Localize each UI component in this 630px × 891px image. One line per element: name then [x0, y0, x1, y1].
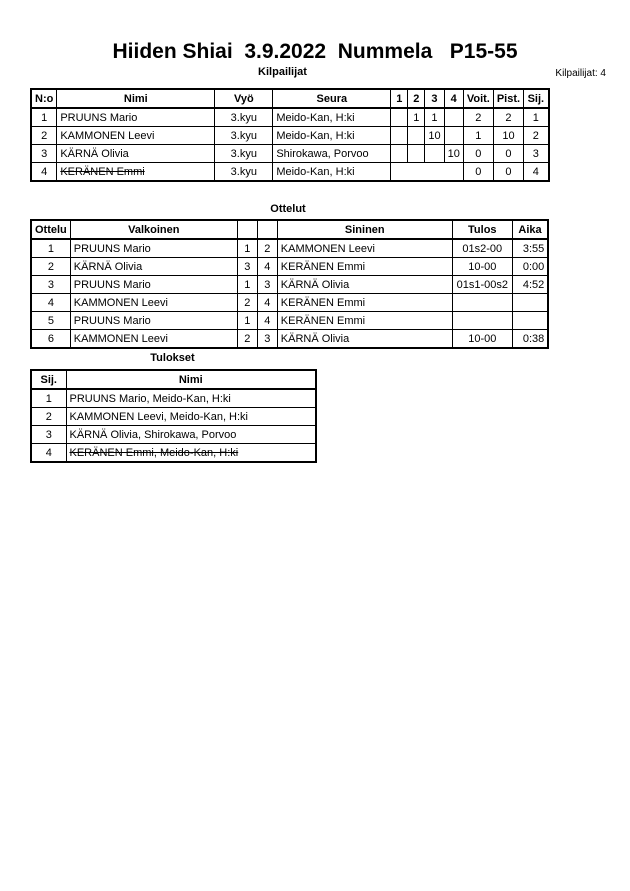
table-row [31, 312, 548, 330]
cell-sininen: KÄRNÄ Olivia [277, 330, 452, 349]
competitors-count: Kilpailijat: 4 [555, 68, 606, 79]
cell-sininen: KERÄNEN Emmi [277, 294, 452, 312]
cell-tulos: 10-00 [452, 330, 512, 349]
cell-nimi: KÄRNÄ Olivia, Shirokawa, Porvoo [66, 426, 316, 444]
cell-ottelu: 3 [31, 276, 70, 294]
col-header-valkoinen: Valkoinen [70, 220, 237, 239]
cell-no: 3 [31, 145, 57, 163]
cell-sij: 2 [31, 408, 66, 426]
col-header-n2 [257, 220, 277, 239]
table-row [31, 108, 549, 127]
cell-no: 4 [31, 163, 57, 182]
cell-aika: 4:52 [512, 276, 548, 294]
cell-nimi: KÄRNÄ Olivia [57, 145, 215, 163]
cell-valkoinen: KAMMONEN Leevi [70, 330, 237, 349]
cell-sininen-no: 3 [257, 330, 277, 349]
cell-score-4 [444, 108, 463, 127]
cell-score-empty [391, 163, 464, 182]
cell-seura: Meido-Kan, H:ki [273, 163, 391, 182]
col-header-4: 4 [444, 89, 463, 108]
kilpailijat-table [30, 88, 550, 182]
table-row [31, 163, 549, 182]
table-row [31, 276, 548, 294]
cell-tulos [452, 294, 512, 312]
cell-sij: 1 [31, 389, 66, 408]
cell-aika: 3:55 [512, 239, 548, 258]
kilpailijat-heading: Kilpailijat [258, 66, 307, 78]
cell-score-2: 1 [408, 108, 425, 127]
cell-aika: 0:00 [512, 258, 548, 276]
col-header-nimi: Nimi [57, 89, 215, 108]
col-header-nimi: Nimi [66, 370, 316, 389]
cell-sininen: KERÄNEN Emmi [277, 258, 452, 276]
cell-seura: Meido-Kan, H:ki [273, 108, 391, 127]
table-row [31, 239, 548, 258]
cell-valkoinen: KAMMONEN Leevi [70, 294, 237, 312]
cell-tulos: 10-00 [452, 258, 512, 276]
cell-tulos [452, 312, 512, 330]
cell-pist: 10 [493, 127, 523, 145]
cell-score-1 [391, 145, 408, 163]
cell-valkoinen: PRUUNS Mario [70, 276, 237, 294]
cell-ottelu: 2 [31, 258, 70, 276]
col-header-n1 [237, 220, 257, 239]
cell-score-3: 10 [425, 127, 444, 145]
cell-score-2 [408, 145, 425, 163]
cell-nimi: KAMMONEN Leevi, Meido-Kan, H:ki [66, 408, 316, 426]
ottelut-table [30, 219, 549, 349]
cell-aika [512, 294, 548, 312]
cell-score-4: 10 [444, 145, 463, 163]
cell-nimi: KAMMONEN Leevi [57, 127, 215, 145]
cell-sij: 4 [31, 444, 66, 463]
cell-vyo: 3.kyu [215, 108, 273, 127]
col-header-vyo: Vyö [215, 89, 273, 108]
cell-voit: 0 [463, 145, 493, 163]
table-row [31, 294, 548, 312]
cell-score-3 [425, 145, 444, 163]
col-header-sininen: Sininen [277, 220, 452, 239]
ottelut-heading: Ottelut [270, 203, 306, 215]
tulokset-table [30, 369, 317, 463]
col-header-voit: Voit. [463, 89, 493, 108]
cell-valkoinen-no: 1 [237, 276, 257, 294]
cell-sininen-no: 4 [257, 294, 277, 312]
cell-sininen: KAMMONEN Leevi [277, 239, 452, 258]
cell-aika: 0:38 [512, 330, 548, 349]
header-row [31, 370, 316, 389]
cell-sininen: KERÄNEN Emmi [277, 312, 452, 330]
cell-nimi: KERÄNEN Emmi, Meido-Kan, H:ki [66, 444, 316, 463]
cell-valkoinen: KÄRNÄ Olivia [70, 258, 237, 276]
col-header-sij: Sij. [31, 370, 66, 389]
cell-pist: 0 [493, 145, 523, 163]
col-header-1: 1 [391, 89, 408, 108]
cell-ottelu: 5 [31, 312, 70, 330]
cell-valkoinen-no: 2 [237, 294, 257, 312]
col-header-sij: Sij. [524, 89, 549, 108]
cell-no: 1 [31, 108, 57, 127]
cell-ottelu: 6 [31, 330, 70, 349]
cell-seura: Shirokawa, Porvoo [273, 145, 391, 163]
col-header-aika: Aika [512, 220, 548, 239]
cell-score-1 [391, 127, 408, 145]
cell-pist: 2 [493, 108, 523, 127]
cell-valkoinen-no: 1 [237, 239, 257, 258]
cell-voit: 2 [463, 108, 493, 127]
col-header-3: 3 [425, 89, 444, 108]
cell-valkoinen: PRUUNS Mario [70, 239, 237, 258]
table-row [31, 127, 549, 145]
table-row [31, 426, 316, 444]
cell-sij: 3 [31, 426, 66, 444]
tulokset-heading: Tulokset [150, 352, 195, 364]
cell-sij: 1 [524, 108, 549, 127]
page-title: Hiiden Shiai 3.9.2022 Nummela P15-55 [112, 40, 518, 63]
cell-vyo: 3.kyu [215, 145, 273, 163]
table-row [31, 258, 548, 276]
cell-no: 2 [31, 127, 57, 145]
cell-nimi: KERÄNEN Emmi [57, 163, 215, 182]
col-header-tulos: Tulos [452, 220, 512, 239]
cell-sininen-no: 2 [257, 239, 277, 258]
col-header-ottelu: Ottelu [31, 220, 70, 239]
cell-voit: 0 [463, 163, 493, 182]
cell-valkoinen: PRUUNS Mario [70, 312, 237, 330]
cell-valkoinen-no: 2 [237, 330, 257, 349]
cell-score-3: 1 [425, 108, 444, 127]
cell-nimi: PRUUNS Mario [57, 108, 215, 127]
header-row [31, 220, 548, 239]
cell-sij: 4 [524, 163, 549, 182]
cell-score-2 [408, 127, 425, 145]
cell-tulos: 01s1-00s2 [452, 276, 512, 294]
cell-sininen-no: 3 [257, 276, 277, 294]
cell-vyo: 3.kyu [215, 163, 273, 182]
cell-aika [512, 312, 548, 330]
cell-sij: 3 [524, 145, 549, 163]
cell-vyo: 3.kyu [215, 127, 273, 145]
col-header-2: 2 [408, 89, 425, 108]
cell-ottelu: 4 [31, 294, 70, 312]
header-row [31, 89, 549, 108]
cell-sininen-no: 4 [257, 258, 277, 276]
col-header-seura: Seura [273, 89, 391, 108]
cell-valkoinen-no: 1 [237, 312, 257, 330]
table-row [31, 330, 548, 349]
table-row [31, 145, 549, 163]
cell-sininen-no: 4 [257, 312, 277, 330]
col-header-pist: Pist. [493, 89, 523, 108]
table-row [31, 444, 316, 463]
cell-score-4 [444, 127, 463, 145]
cell-nimi: PRUUNS Mario, Meido-Kan, H:ki [66, 389, 316, 408]
cell-score-1 [391, 108, 408, 127]
cell-sininen: KÄRNÄ Olivia [277, 276, 452, 294]
col-header-no: N:o [31, 89, 57, 108]
cell-ottelu: 1 [31, 239, 70, 258]
cell-sij: 2 [524, 127, 549, 145]
cell-tulos: 01s2-00 [452, 239, 512, 258]
cell-pist: 0 [493, 163, 523, 182]
cell-voit: 1 [463, 127, 493, 145]
cell-valkoinen-no: 3 [237, 258, 257, 276]
table-row [31, 389, 316, 408]
cell-seura: Meido-Kan, H:ki [273, 127, 391, 145]
table-row [31, 408, 316, 426]
